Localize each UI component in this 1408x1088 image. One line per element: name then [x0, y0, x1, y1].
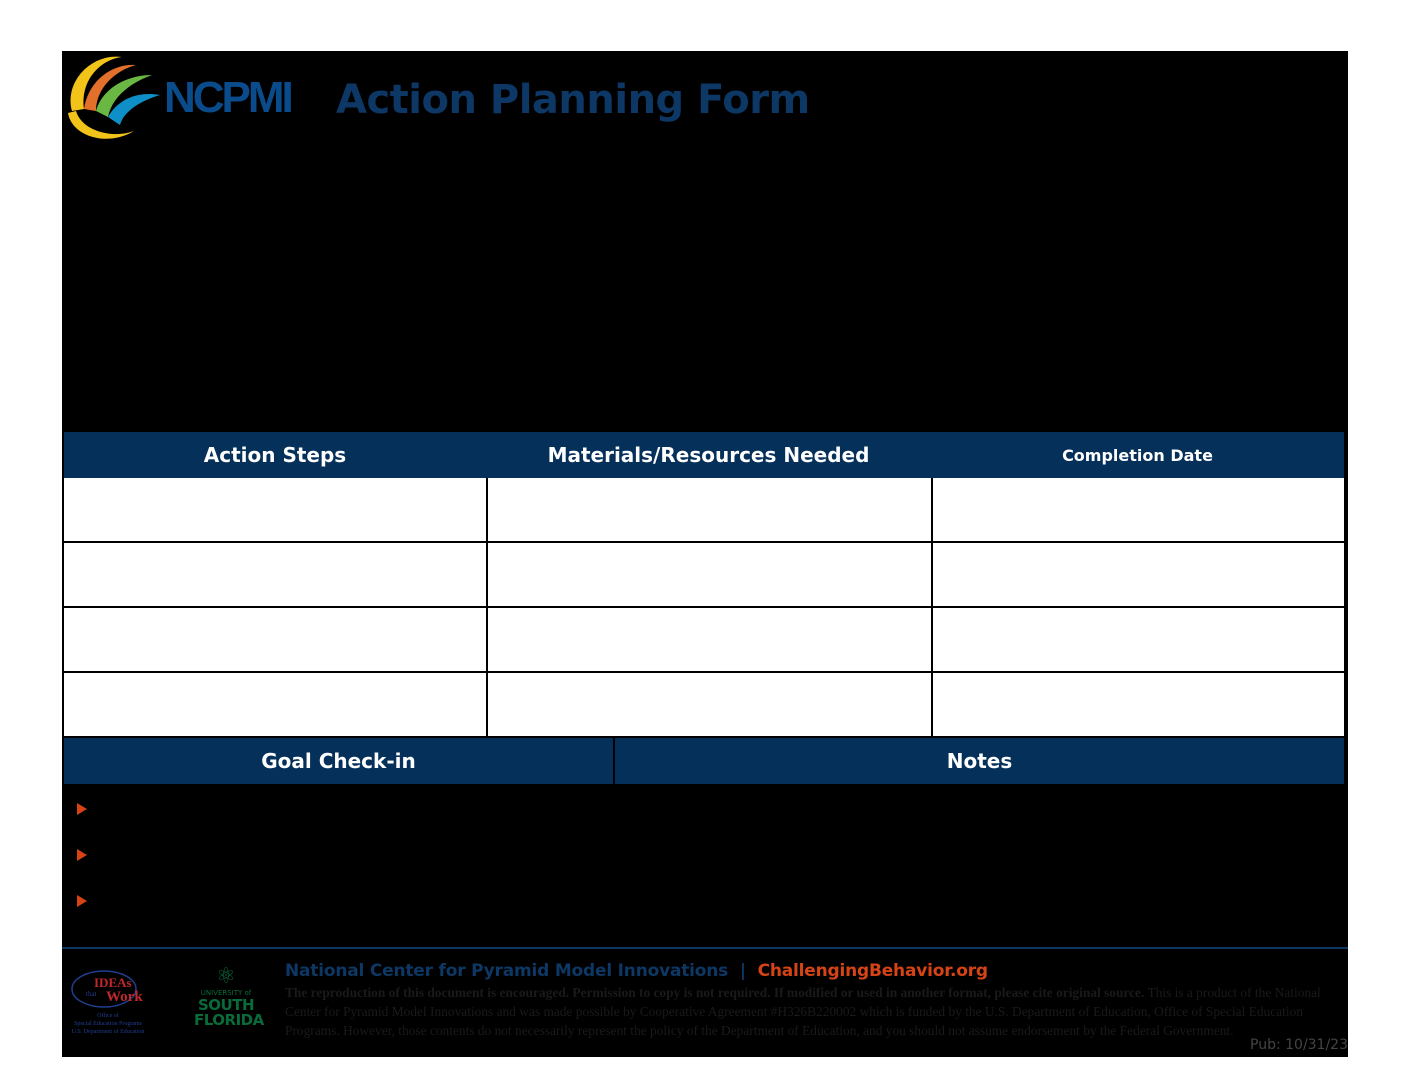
completion-date-field[interactable]: [931, 543, 1344, 606]
action-step-field[interactable]: [64, 673, 486, 736]
usf-logo: [194, 963, 264, 1037]
table-row: [64, 543, 1344, 608]
svg-text:Special Education Programs: Special Education Programs: [74, 1021, 142, 1027]
column-header-action-steps: Action Steps: [203, 443, 347, 467]
bullet-arrow-icon: [77, 895, 87, 907]
materials-field[interactable]: [486, 543, 931, 606]
bullet-arrow-icon: [77, 849, 87, 861]
materials-field[interactable]: [486, 673, 931, 736]
completion-date-field[interactable]: [931, 608, 1344, 671]
column-header-notes: Notes: [946, 749, 1013, 773]
bullet-arrow-icon: [77, 803, 87, 815]
svg-text:U.S. Department of Education: U.S. Department of Education: [71, 1029, 145, 1035]
footer-org-line: [285, 961, 988, 981]
table-row: [64, 673, 1344, 738]
logo-text: NCPMI: [164, 73, 291, 122]
publication-date: Pub: 10/31/23: [1250, 1037, 1348, 1053]
completion-date-field[interactable]: [931, 673, 1344, 736]
check-in-header-row: [64, 738, 1344, 784]
action-step-field[interactable]: [64, 543, 486, 606]
ideas-that-work-logo: [68, 963, 148, 1037]
completion-date-field[interactable]: [931, 478, 1344, 541]
column-header-completion-date: Completion Date: [1062, 445, 1213, 465]
column-header-goal-check-in: Goal Check-in: [64, 738, 615, 784]
usf-florida-label: FLORIDA: [194, 1011, 264, 1029]
footer-org-name: National Center for Pyramid Model Innovations: [285, 961, 729, 981]
table-row: [64, 478, 1344, 543]
footer-disclaimer: [285, 983, 1345, 1040]
usf-university-label: UNIVERSITY of: [200, 989, 252, 997]
page-title: Action Planning Form: [336, 77, 810, 123]
action-step-field[interactable]: [64, 478, 486, 541]
usf-south-label: SOUTH: [197, 996, 255, 1014]
footer-separator: |: [739, 961, 746, 981]
table-header-row: [64, 432, 1344, 478]
svg-text:IDEAs: IDEAs: [94, 975, 132, 990]
materials-field[interactable]: [486, 608, 931, 671]
form-page: [62, 51, 1348, 1057]
svg-text:Work: Work: [106, 989, 143, 1005]
disclaimer-bold-text: The reproduction of this document is encouraged. Permission to copy is not required. If modified or used in another format, please cite original source.: [285, 985, 1145, 1000]
disclaimer-text: This is a product of the National Center for Pyramid Model Innovations and was made possible by Cooperative Agreement #H326B220002 which is funded by the U.S. Department of Education, Office of Special Education Programs. However, those contents do not necessarily represent the policy of the Department of Education, and you should not assume endorsement by the Federal Government.: [285, 985, 1321, 1038]
bull-icon: ⚛: [216, 963, 236, 988]
footer-url-link[interactable]: ChallengingBehavior.org: [757, 961, 988, 981]
ncpmi-logo-icon: [62, 51, 162, 143]
action-step-field[interactable]: [64, 608, 486, 671]
column-header-materials: Materials/Resources Needed: [547, 443, 870, 467]
materials-field[interactable]: [486, 478, 931, 541]
action-plan-table: [64, 432, 1344, 784]
table-row: [64, 608, 1344, 673]
svg-text:that: that: [86, 990, 97, 998]
svg-text:Office of: Office of: [97, 1013, 119, 1019]
footer-divider: [62, 947, 1348, 949]
